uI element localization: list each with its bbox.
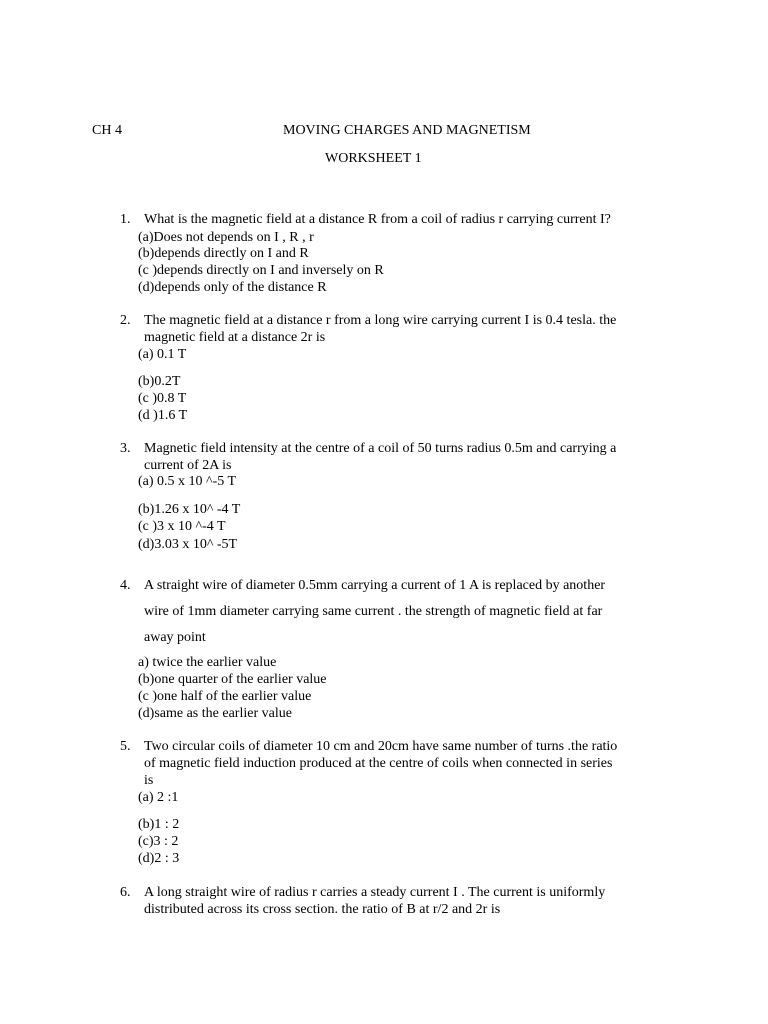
question-number: 4. bbox=[120, 578, 131, 593]
option-d: (d)same as the earlier value bbox=[138, 706, 292, 721]
question-text-line: The magnetic field at a distance r from a long wire carrying current I is 0.4 tesla. the bbox=[144, 313, 617, 328]
question-text-line: Two circular coils of diameter 10 cm and 20cm have same number of turns .the ratio bbox=[144, 739, 618, 754]
option-b: (b)depends directly on I and R bbox=[138, 246, 309, 261]
option-c: (c )depends directly on I and inversely on R bbox=[138, 263, 384, 278]
option-d: (d)3.03 x 10^ -5T bbox=[138, 537, 238, 552]
worksheet-subtitle: WORKSHEET 1 bbox=[325, 151, 422, 166]
option-a: (a) 0.5 x 10 ^-5 T bbox=[138, 474, 237, 489]
option-c: (c )3 x 10 ^-4 T bbox=[138, 519, 226, 534]
question-number: 6. bbox=[120, 885, 131, 900]
question-text-line: Magnetic field intensity at the centre of a coil of 50 turns radius 0.5m and carrying a bbox=[144, 441, 617, 456]
question-text-line: What is the magnetic field at a distance R from a coil of radius r carrying current I? bbox=[144, 212, 611, 227]
option-a: a) twice the earlier value bbox=[138, 655, 277, 670]
question-text-line: current of 2A is bbox=[144, 458, 232, 473]
option-b: (b)1 : 2 bbox=[138, 817, 180, 832]
chapter-label: CH 4 bbox=[92, 123, 122, 138]
option-b: (b)1.26 x 10^ -4 T bbox=[138, 502, 241, 517]
question-text-line: wire of 1mm diameter carrying same current . the strength of magnetic field at far bbox=[144, 604, 603, 619]
option-b: (b)0.2T bbox=[138, 374, 181, 389]
question-number: 5. bbox=[120, 739, 131, 754]
question-text-line: distributed across its cross section. the ratio of B at r/2 and 2r is bbox=[144, 902, 501, 917]
option-c: (c)3 : 2 bbox=[138, 834, 179, 849]
question-number: 3. bbox=[120, 441, 131, 456]
option-a: (a) 2 :1 bbox=[138, 790, 179, 805]
question-text-line: magnetic field at a distance 2r is bbox=[144, 330, 326, 345]
option-d: (d)depends only of the distance R bbox=[138, 280, 327, 295]
question-text-line: A straight wire of diameter 0.5mm carrying a current of 1 A is replaced by another bbox=[144, 578, 606, 593]
option-d: (d )1.6 T bbox=[138, 408, 188, 423]
question-text-line: A long straight wire of radius r carries a steady current I . The current is uniformly bbox=[144, 885, 606, 900]
option-b: (b)one quarter of the earlier value bbox=[138, 672, 327, 687]
option-c: (c )0.8 T bbox=[138, 391, 187, 406]
option-c: (c )one half of the earlier value bbox=[138, 689, 312, 704]
option-a: (a)Does not depends on I , R , r bbox=[138, 230, 314, 245]
option-a: (a) 0.1 T bbox=[138, 347, 187, 362]
option-d: (d)2 : 3 bbox=[138, 851, 180, 866]
question-text-line: away point bbox=[144, 630, 206, 645]
page-title: MOVING CHARGES AND MAGNETISM bbox=[283, 123, 531, 138]
question-number: 1. bbox=[120, 212, 131, 227]
question-number: 2. bbox=[120, 313, 131, 328]
question-text-line: is bbox=[144, 773, 154, 788]
question-text-line: of magnetic field induction produced at the centre of coils when connected in series bbox=[144, 756, 613, 771]
